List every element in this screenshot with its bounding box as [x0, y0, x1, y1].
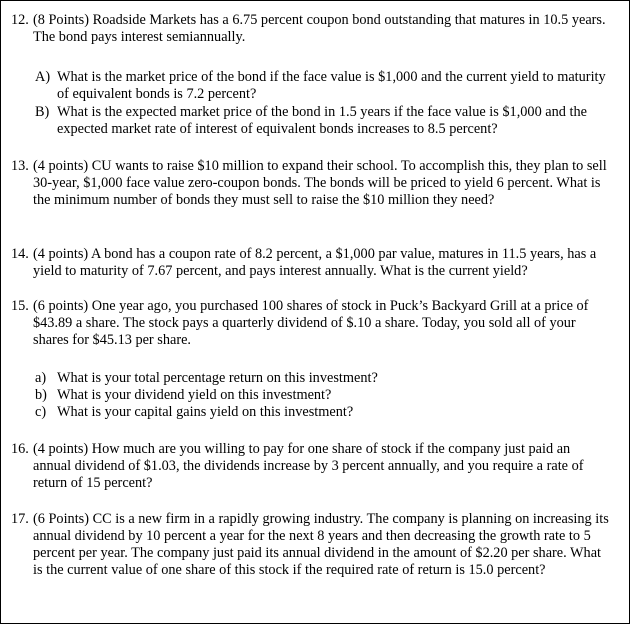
question-15-parts: [35, 370, 610, 421]
question-12: [11, 12, 611, 46]
question-14: [11, 246, 611, 280]
question-text: (4 points) CU wants to raise $10 million to expand their school. To accomplish this, they plan to sell 30-year, $1,000 face value zero-coupon bonds. The bonds will be priced to yield 6 percent. What is the minimum number of bonds they must sell to raise the $10 million they need?: [33, 158, 607, 208]
question-number: 13.: [11, 158, 29, 174]
question-number: 12.: [11, 12, 29, 28]
part-text: What is the market price of the bond if the face value is $1,000 and the current yield to maturity of equivalent bonds is 7.2 percent?: [57, 69, 606, 102]
question-number: 15.: [11, 298, 29, 314]
question-13: [11, 158, 611, 209]
question-number: 16.: [11, 441, 29, 457]
question-15-part-a: [35, 370, 610, 387]
question-15: [11, 298, 611, 349]
part-text: What is the expected market price of the bond in 1.5 years if the face value is $1,000 and the expected market rate of interest of equivalent bonds increases to 8.5 percent?: [57, 104, 587, 137]
question-number: 14.: [11, 246, 29, 262]
question-text: (4 points) A bond has a coupon rate of 8.2 percent, a $1,000 par value, matures in 11.5 years, has a yield to maturity of 7.67 percent, and pays interest annually. What is the current yield?: [33, 246, 597, 279]
question-15-part-c: [35, 404, 610, 421]
part-label: c): [35, 404, 47, 420]
part-text: What is your capital gains yield on this investment?: [57, 404, 354, 420]
part-text: What is your total percentage return on this investment?: [57, 370, 378, 386]
part-label: B): [35, 104, 50, 120]
question-12-part-b: [35, 104, 610, 138]
question-number: 17.: [11, 511, 29, 527]
question-text: (6 points) One year ago, you purchased 100 shares of stock in Puck’s Backyard Grill at a price of $43.89 a share. The stock pays a quarterly dividend of $.10 a share. Today, you sold all of your shares for $45.13 per share.: [33, 298, 589, 348]
question-text: (8 Points) Roadside Markets has a 6.75 percent coupon bond outstanding that matures in 10.5 years. The bond pays interest semiannually.: [33, 12, 606, 45]
part-label: A): [35, 69, 51, 85]
question-17: [11, 511, 611, 579]
question-16: [11, 441, 611, 492]
question-text: (4 points) How much are you willing to pay for one share of stock if the company just paid an annual dividend of $1.03, the dividends increase by 3 percent annually, and you require a rate of return of 15 percent?: [33, 441, 584, 491]
question-15-part-b: [35, 387, 610, 404]
question-12-part-a: [35, 69, 610, 103]
part-label: a): [35, 370, 47, 386]
part-label: b): [35, 387, 47, 403]
part-text: What is your dividend yield on this investment?: [57, 387, 332, 403]
question-text: (6 Points) CC is a new firm in a rapidly growing industry. The company is planning on increasing its annual dividend by 10 percent a year for the next 8 years and then decreasing the growth rate to 5 percent per year. The company just paid its annual dividend in the amount of $2.20 per share. What is the current value of one share of this stock if the required rate of return is 15.0 percent?: [33, 511, 609, 578]
